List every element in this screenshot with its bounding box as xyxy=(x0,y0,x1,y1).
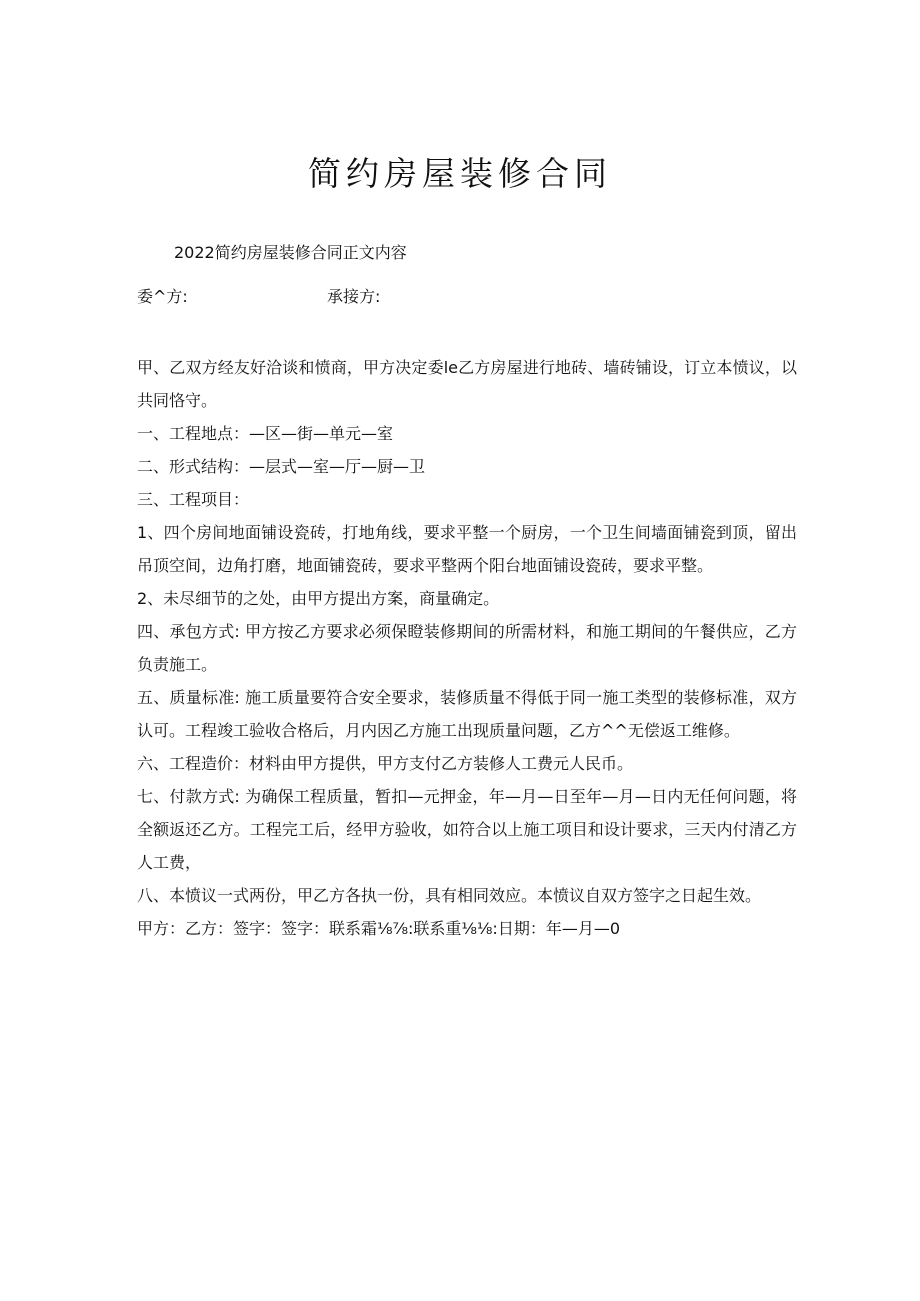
paragraph-payment: 七、付款方式: 为确保工程质量，暂扣—元押金，年—月—日至年—月—日内无任何问题，将全额返还乙方。工程完工后，经甲方验收，如符合以上施工项目和设计要求，三天内付清乙方人工费， xyxy=(137,787,797,872)
paragraph-project-item-1: 1、四个房间地面铺设瓷砖，打地角线，要求平整一个厨房，一个卫生间墙面铺瓷到顶，留出吊顶空间，边角打磨，地面铺瓷砖，要求平整两个阳台地面铺设瓷砖，要求平整。 xyxy=(137,523,797,575)
paragraph-projects-heading: 三、工程项目： xyxy=(137,490,250,509)
paragraph-copies: 八、本愤议一式两份，甲乙方各执一份，具有相同效应。本愤议自双方签字之日起生效。 xyxy=(137,886,762,905)
party-a-label: 委^方: xyxy=(137,287,188,306)
paragraph-intro: 甲、乙双方经友好洽谈和愤商，甲方决定委le乙方房屋进行地砖、墙砖铺设，订立本愤议，以共同恪守。 xyxy=(137,358,797,410)
paragraph-quality-standard: 五、质量标准: 施工质量要符合安全要求，装修质量不得低于同一施工类型的装修标准，双方认可。工程竣工验收合格后，月内因乙方施工出现质量问题，乙方^^无偿返工维修。 xyxy=(137,688,797,740)
parties-line xyxy=(137,284,381,307)
document-subtitle: 2022简约房屋装修合同正文内容 xyxy=(174,243,407,262)
paragraph-contract-method: 四、承包方式: 甲方按乙方要求必须保瞪装修期间的所需材料，和施工期间的午餐供应，乙方负责施工。 xyxy=(137,622,797,674)
party-b-label: 承接方: xyxy=(327,287,381,306)
paragraph-cost: 六、工程造价：材料由甲方提供，甲方支付乙方装修人工费元人民币。 xyxy=(137,754,634,773)
paragraph-project-item-2: 2、未尽细节的之处，由甲方提出方案，商量确定。 xyxy=(137,589,500,608)
contract-body xyxy=(137,351,797,945)
document-title: 简约房屋装修合同 xyxy=(308,154,612,193)
paragraph-structure: 二、形式结构：—层式—室—厅—厨—卫 xyxy=(137,457,426,476)
paragraph-signatures: 甲方：乙方：签字：签字：联系霜⅛⅞:联系重⅛⅛:日期：年—月—0 xyxy=(137,919,620,938)
paragraph-location: 一、工程地点：—区—街—单元—室 xyxy=(137,424,394,443)
